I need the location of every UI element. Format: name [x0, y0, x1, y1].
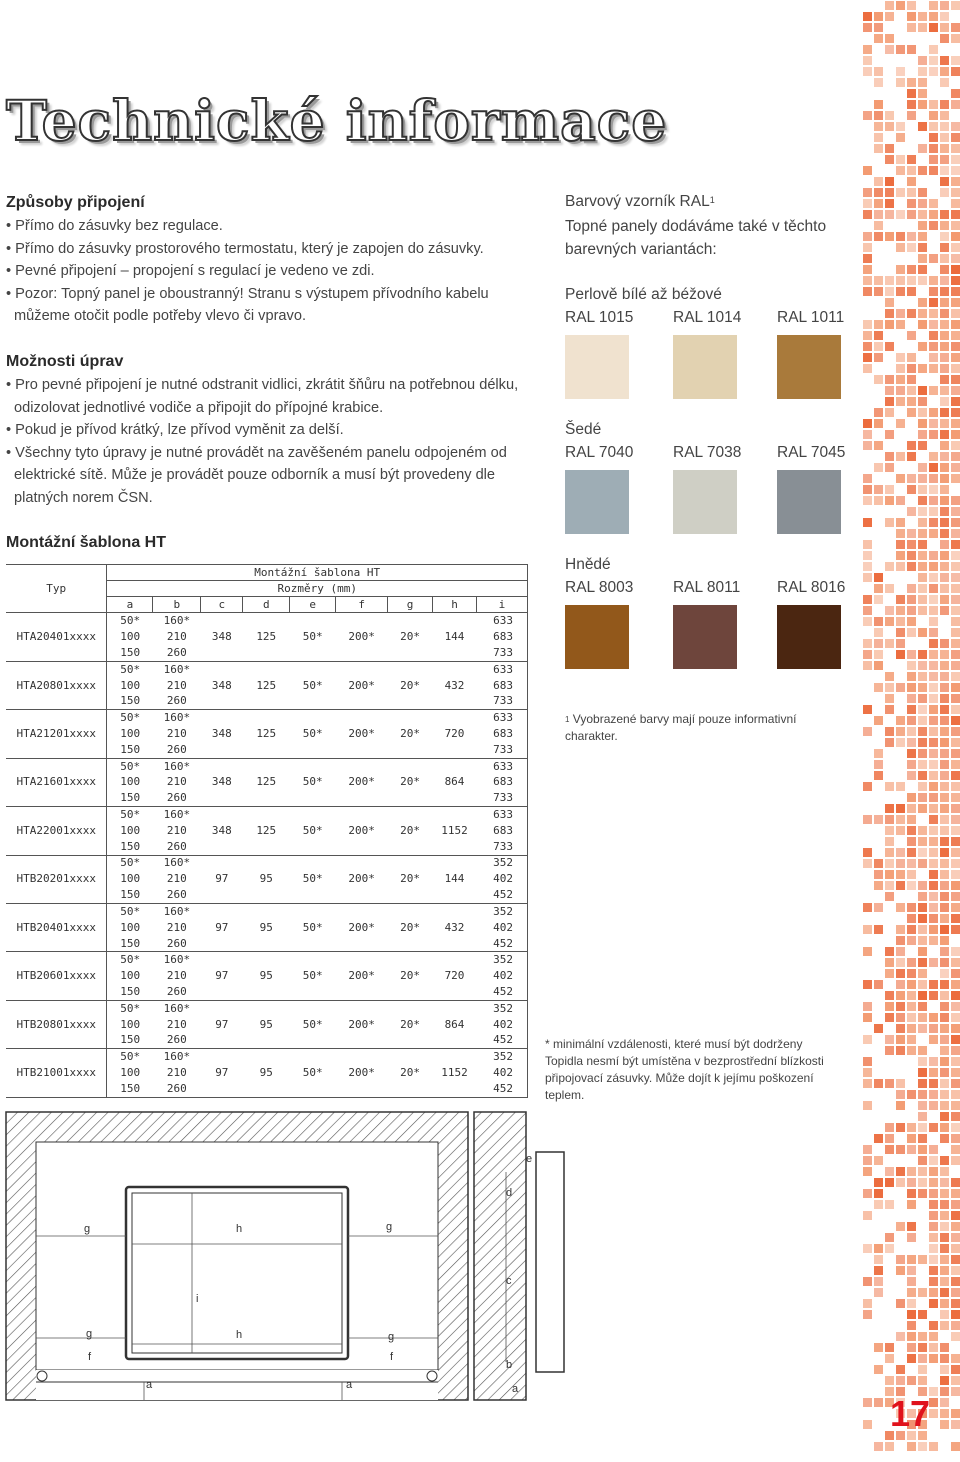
table-cell: 50*	[107, 807, 153, 823]
table-cell: 210	[166, 630, 187, 644]
ral-group-label: Šedé	[565, 421, 602, 438]
dimension-label: c	[506, 1275, 512, 1287]
table-cell: 200*	[336, 807, 388, 855]
table-row	[6, 710, 528, 726]
table-cell: 260	[153, 887, 201, 903]
ral-description: Topné panely dodáváme také v těchto barevných variantách:	[565, 218, 827, 258]
ral-code: RAL 1014	[673, 309, 742, 326]
dimension-label: h	[236, 1329, 243, 1341]
dimension-label: e	[526, 1153, 533, 1165]
table-cell: 352	[476, 952, 527, 968]
dimension-label: i	[196, 1293, 199, 1305]
table-cell: 1152	[433, 807, 477, 855]
table-cell: 160*	[163, 904, 191, 918]
color-swatch	[777, 335, 841, 399]
table-cell: 200*	[336, 661, 388, 709]
table-cell: 20*	[388, 1000, 433, 1048]
ral-group-label: Perlově bílé až béžové	[565, 286, 722, 303]
table-cell: 200*	[336, 1000, 388, 1048]
table-cell: 683	[476, 774, 527, 790]
table-cell: 100	[107, 823, 153, 839]
table-cell: 452	[476, 936, 527, 952]
dimension-label: f	[390, 1351, 394, 1363]
table-cell: 150	[107, 790, 153, 806]
connections-heading: Způsoby připojení	[6, 194, 145, 211]
dimension-label: h	[236, 1223, 243, 1235]
table-cell: 348	[201, 613, 243, 661]
table-cell: 260	[153, 645, 201, 661]
table-row	[6, 613, 528, 629]
ral-group-label: Hnědé	[565, 556, 611, 573]
table-cell: 100	[107, 677, 153, 693]
table-cell: 260	[153, 790, 201, 806]
page-number: 17	[890, 1393, 931, 1434]
table-cell: 50*	[290, 952, 336, 1000]
table-cell: 150	[107, 645, 153, 661]
table-cell: 20*	[388, 903, 433, 951]
table-cell: 200*	[336, 710, 388, 758]
table-cell: 720	[433, 710, 477, 758]
table-cell: 20*	[388, 855, 433, 903]
table-cell: 150	[107, 742, 153, 758]
table-cell: 160*	[163, 807, 191, 821]
table-cell: 633	[476, 758, 527, 774]
color-swatch	[565, 335, 629, 399]
ral-code: RAL 7045	[777, 444, 846, 461]
table-cell: 402	[476, 968, 527, 984]
table-cell: 100	[107, 920, 153, 936]
table-row	[6, 807, 528, 823]
ral-code: RAL 8016	[777, 579, 846, 596]
table-cell: 452	[476, 984, 527, 1000]
table-cell: 348	[201, 758, 243, 806]
table-cell: 50*	[290, 710, 336, 758]
ral-code: RAL 8003	[565, 579, 634, 596]
type-cell: HTB20201xxxx	[6, 855, 107, 903]
type-cell: HTB20401xxxx	[6, 903, 107, 951]
template-heading: Montážní šablona HT	[6, 534, 166, 551]
table-cell: 210	[166, 678, 187, 692]
table-cell: 100	[107, 871, 153, 887]
table-cell: 97	[201, 1000, 243, 1048]
color-swatch	[777, 470, 841, 534]
table-cell: 633	[476, 661, 527, 677]
table-cell: 150	[107, 984, 153, 1000]
table-cell: 402	[476, 920, 527, 936]
table-cell: 260	[153, 694, 201, 710]
table-cell: 260	[153, 984, 201, 1000]
table-cell: 50*	[107, 903, 153, 919]
color-swatch	[673, 605, 737, 669]
modifications-list	[6, 374, 536, 509]
table-cell: 733	[476, 645, 527, 661]
table-cell: 100	[107, 968, 153, 984]
column-header: d	[243, 597, 290, 613]
table-cell: 210	[166, 1017, 187, 1031]
col-type-header: Typ	[6, 565, 107, 613]
template-table	[6, 564, 528, 1098]
column-header: g	[388, 597, 433, 613]
table-cell: 683	[476, 726, 527, 742]
table-cell: 160*	[163, 1050, 191, 1064]
table-cell: 50*	[107, 661, 153, 677]
table-cell: 160*	[163, 1001, 191, 1015]
table-cell: 160*	[163, 711, 191, 725]
table-cell: 352	[476, 1000, 527, 1016]
column-header: e	[290, 597, 336, 613]
table-cell: 125	[243, 661, 290, 709]
table-cell: 50*	[290, 1049, 336, 1097]
table-cell: 150	[107, 887, 153, 903]
ral-code: RAL 1011	[777, 309, 845, 326]
table-cell: 720	[433, 952, 477, 1000]
table-cell: 97	[201, 1049, 243, 1097]
column-header: a	[107, 597, 153, 613]
table-cell: 100	[107, 774, 153, 790]
type-cell: HTA20801xxxx	[6, 661, 107, 709]
ral-code: RAL 7040	[565, 444, 634, 461]
type-cell: HTA20401xxxx	[6, 613, 107, 661]
type-cell: HTA22001xxxx	[6, 807, 107, 855]
table-cell: 125	[243, 710, 290, 758]
table-title: Montážní šablona HT	[107, 565, 528, 581]
table-cell: 348	[201, 661, 243, 709]
dimension-label: a	[512, 1383, 519, 1395]
color-swatch	[673, 335, 737, 399]
table-cell: 144	[433, 855, 477, 903]
table-cell: 210	[166, 775, 187, 789]
table-cell: 200*	[336, 952, 388, 1000]
table-cell: 50*	[107, 758, 153, 774]
table-cell: 125	[243, 613, 290, 661]
dimension-label: f	[88, 1351, 92, 1363]
table-cell: 260	[153, 839, 201, 855]
dimension-label: a	[146, 1379, 153, 1391]
connections-list	[6, 215, 536, 328]
ral-code: RAL 1015	[565, 309, 634, 326]
dimension-label: g	[388, 1331, 395, 1343]
type-cell: HTB20601xxxx	[6, 952, 107, 1000]
table-cell: 733	[476, 742, 527, 758]
list-item: • Pozor: Topný panel je oboustranný! Stranu s výstupem přívodního kabelu můžeme otočit podle potřeby vlevo či vpravo.	[6, 283, 536, 328]
table-cell: 210	[166, 1065, 187, 1079]
table-cell: 100	[107, 1065, 153, 1081]
table-cell: 352	[476, 1049, 527, 1065]
table-cell: 452	[476, 1033, 527, 1049]
column-header: b	[153, 597, 201, 613]
table-cell: 210	[166, 872, 187, 886]
table-row	[6, 758, 528, 774]
table-cell: 50*	[290, 903, 336, 951]
table-cell: 150	[107, 694, 153, 710]
table-cell: 1152	[433, 1049, 477, 1097]
side-view	[474, 1112, 564, 1400]
table-cell: 733	[476, 694, 527, 710]
table-cell: 20*	[388, 758, 433, 806]
template-note: * minimální vzdálenosti, které musí být dodrženy Topidla nesmí být umístěna v bezprostřední blízkosti připojovací zásuvky. Může dojít k jejímu poškození teplem.	[545, 1037, 824, 1102]
table-cell: 200*	[336, 1049, 388, 1097]
table-cell: 144	[433, 613, 477, 661]
table-cell: 402	[476, 871, 527, 887]
table-cell: 402	[476, 1016, 527, 1032]
table-cell: 150	[107, 1033, 153, 1049]
table-cell: 95	[243, 952, 290, 1000]
table-cell: 210	[166, 726, 187, 740]
table-cell: 50*	[290, 661, 336, 709]
column-header: c	[201, 597, 243, 613]
table-cell: 733	[476, 790, 527, 806]
table-cell: 260	[153, 1033, 201, 1049]
table-cell: 200*	[336, 855, 388, 903]
column-header: i	[476, 597, 527, 613]
table-cell: 210	[166, 823, 187, 837]
table-row	[6, 903, 528, 919]
type-cell: HTB20801xxxx	[6, 1000, 107, 1048]
decorative-mosaic	[862, 0, 960, 1462]
table-cell: 125	[243, 807, 290, 855]
table-cell: 260	[153, 742, 201, 758]
table-cell: 50*	[290, 855, 336, 903]
table-cell: 150	[107, 936, 153, 952]
table-row	[6, 1000, 528, 1016]
table-cell: 160*	[163, 662, 191, 676]
table-cell: 160*	[163, 856, 191, 870]
column-header: f	[336, 597, 388, 613]
table-cell: 160*	[163, 953, 191, 967]
table-cell: 97	[201, 903, 243, 951]
table-cell: 50*	[107, 1000, 153, 1016]
table-cell: 633	[476, 807, 527, 823]
table-row	[6, 1049, 528, 1065]
table-cell: 95	[243, 903, 290, 951]
table-cell: 683	[476, 629, 527, 645]
table-cell: 402	[476, 1065, 527, 1081]
list-item: • Přímo do zásuvky bez regulace.	[6, 215, 536, 238]
table-cell: 20*	[388, 1049, 433, 1097]
table-cell: 160*	[163, 614, 191, 628]
dimension-label: b	[506, 1359, 513, 1371]
table-cell: 683	[476, 823, 527, 839]
ral-code: RAL 7038	[673, 444, 742, 461]
table-cell: 683	[476, 677, 527, 693]
table-cell: 50*	[290, 1000, 336, 1048]
dimension-label: g	[386, 1221, 393, 1233]
table-cell: 864	[433, 758, 477, 806]
list-item: • Pro pevné připojení je nutné odstranit vidlici, zkrátit šňůru na potřebnou délku, odizolovat jednotlivé vodiče a připojit do přípojné krabice.	[6, 374, 536, 419]
table-cell: 20*	[388, 661, 433, 709]
table-cell: 200*	[336, 613, 388, 661]
table-cell: 97	[201, 952, 243, 1000]
table-cell: 160*	[163, 759, 191, 773]
table-cell: 50*	[107, 613, 153, 629]
table-cell: 50*	[107, 710, 153, 726]
table-cell: 100	[107, 726, 153, 742]
table-subtitle: Rozměry (mm)	[107, 581, 528, 597]
table-cell: 200*	[336, 903, 388, 951]
table-cell: 352	[476, 903, 527, 919]
table-cell: 50*	[107, 1049, 153, 1065]
table-cell: 260	[153, 936, 201, 952]
type-cell: HTA21601xxxx	[6, 758, 107, 806]
table-cell: 97	[201, 855, 243, 903]
table-cell: 348	[201, 710, 243, 758]
page-title: Technické informace	[6, 88, 668, 153]
list-item: • Přímo do zásuvky prostorového termostatu, který je zapojen do zásuvky.	[6, 238, 536, 261]
color-swatch	[565, 470, 629, 534]
ral-code: RAL 8011	[673, 579, 741, 596]
dimension-label: g	[86, 1328, 93, 1340]
table-cell: 50*	[107, 952, 153, 968]
mounting-drawing	[6, 1112, 533, 1412]
list-item: • Pevné připojení – propojení s regulací je vedeno ve zdi.	[6, 260, 536, 283]
table-cell: 150	[107, 839, 153, 855]
table-cell: 95	[243, 1049, 290, 1097]
table-cell: 20*	[388, 952, 433, 1000]
list-item: • Všechny tyto úpravy je nutné provádět na zavěšeném panelu odpojeném od elektrické sítě. Může je provádět pouze odborník a musí být provedeny dle platných norem ČSN.	[6, 442, 536, 510]
table-cell: 432	[433, 661, 477, 709]
table-cell: 452	[476, 887, 527, 903]
front-view	[6, 1112, 468, 1400]
type-cell: HTA21201xxxx	[6, 710, 107, 758]
table-cell: 150	[107, 1081, 153, 1097]
table-cell: 100	[107, 1016, 153, 1032]
table-cell: 733	[476, 839, 527, 855]
list-item: • Pokud je přívod krátký, lze přívod vyměnit za delší.	[6, 419, 536, 442]
table-cell: 100	[107, 629, 153, 645]
table-cell: 210	[166, 920, 187, 934]
modifications-heading: Možnosti úprav	[6, 353, 124, 370]
table-cell: 210	[166, 969, 187, 983]
table-cell: 432	[433, 903, 477, 951]
ral-footnote: $^1$ Vyobrazené barvy mají pouze informativní charakter.	[565, 712, 797, 743]
dimension-label: g	[84, 1223, 91, 1235]
color-swatch	[673, 470, 737, 534]
table-cell: 200*	[336, 758, 388, 806]
table-cell: 50*	[107, 855, 153, 871]
table-row	[6, 952, 528, 968]
color-swatch	[565, 605, 629, 669]
table-cell: 95	[243, 1000, 290, 1048]
type-cell: HTB21001xxxx	[6, 1049, 107, 1097]
table-row	[6, 855, 528, 871]
dimension-label: a	[346, 1379, 353, 1391]
table-cell: 20*	[388, 710, 433, 758]
table-cell: 125	[243, 758, 290, 806]
table-cell: 452	[476, 1081, 527, 1097]
table-cell: 50*	[290, 613, 336, 661]
table-cell: 348	[201, 807, 243, 855]
column-header: h	[433, 597, 477, 613]
ral-heading: Barvový vzorník RAL$^1$	[565, 193, 715, 210]
table-cell: 95	[243, 855, 290, 903]
table-cell: 20*	[388, 807, 433, 855]
dimension-label: d	[506, 1187, 513, 1199]
table-cell: 20*	[388, 613, 433, 661]
table-cell: 50*	[290, 807, 336, 855]
table-cell: 50*	[290, 758, 336, 806]
table-cell: 633	[476, 710, 527, 726]
color-swatch	[777, 605, 841, 669]
table-row	[6, 661, 528, 677]
table-cell: 864	[433, 1000, 477, 1048]
table-cell: 260	[153, 1081, 201, 1097]
table-cell: 352	[476, 855, 527, 871]
table-cell: 633	[476, 613, 527, 629]
